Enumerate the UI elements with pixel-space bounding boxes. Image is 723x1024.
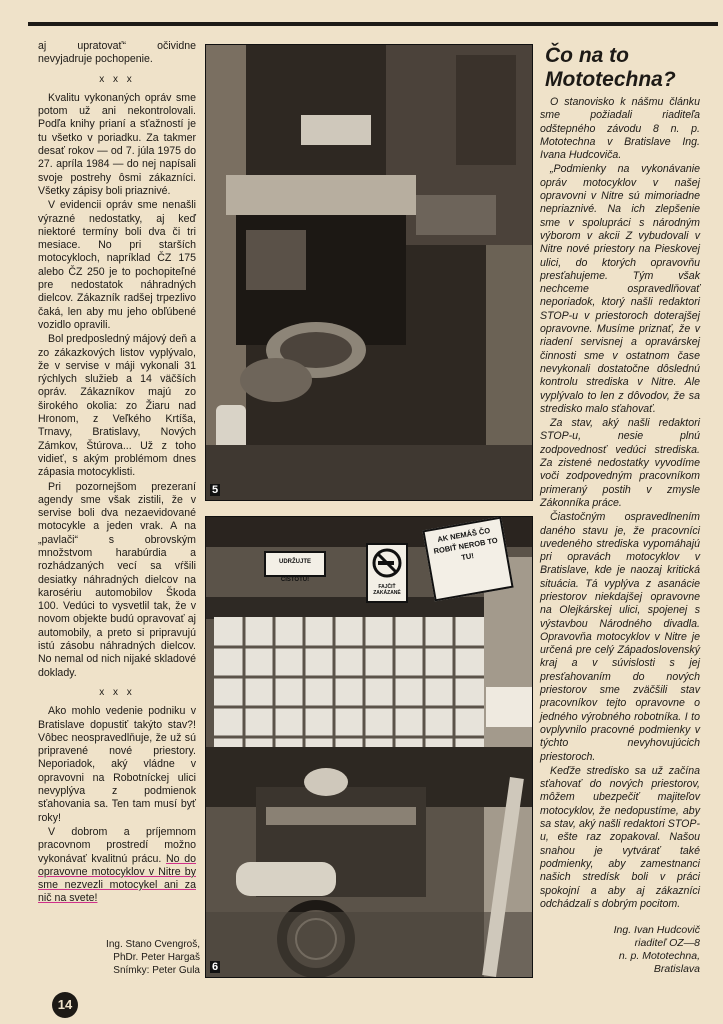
- article-credits: [96, 938, 200, 977]
- section-separator: x x x: [99, 73, 135, 85]
- sign-keep-clean: UDRŽUJTE ČISTOTU!: [264, 551, 326, 577]
- paragraph: O stanovisko k nášmu článku sme požiadali riaditeľa odštepného závodu 8 n. p. Mototechna v Bratislave Ing. Ivana Hudcoviča.: [540, 96, 700, 162]
- photo-workshop-clutter: [205, 44, 533, 501]
- paragraph: „Podmienky na vykonávanie opráv motocyklov v našej opravovni v Nitre sú mimoriadne nepriaznivé. Na ich zlepšenie sme v spolupráci s národným výborom v akcii Z vybudovali v Nitre nové priestory na Pieskovej ulici, do ktorých opravovňu presťahujeme. Tým však nechceme ospravedlňovať neporiadok, ktorý našli redaktori STOP-u v priestoroch doterajšej opravovne. Musíme priznať, že v riadení servisnej a opravárskej činnosti sme v ostatnom čase nevykonali dostatočne dôslednú kontrolu strediska v Nitre. Ale vyplývalo to len z dôvodov, že sa stredisko malo sťahovať.: [540, 163, 700, 415]
- paragraph: V evidencii opráv sme nenašli výrazné nedostatky, aj keď niektoré termíny boli dva či tri mesiace. No pri starších motocykloch, napríklad ČZ 175 alebo ČZ 250 je to pochopiteľné pre nedostatok náhradných dielcov. Zákazník radšej trpezlivo čaká, len aby mu jeho obľúbené vozidlo opravili.: [38, 199, 196, 331]
- no-smoking-label: FAJČIŤ ZAKÁZANÉ: [373, 584, 401, 596]
- photo-credit: Snímky: Peter Gula: [113, 965, 200, 976]
- paragraph: Pri pozornejšom prezeraní agendy sme však zistili, že v servise boli dva nezaevidované motocykle a jeden vrak. A na „pavlači“ s obrovským množstvom harabúrdia a rozhádzaných vecí sa vŕšili desiatky náhradných dielcov na karosériu automobilov Škoda 100. Vedúci to vysvetlil tak, že v novom objekte budú opravovať aj automobily, a preto si pripravujú istú zásobu náhradných dielcov. No nemal od nich nijaké skladové doklady.: [38, 480, 196, 679]
- sign-robot-warning: AK NEMÁŠ ČO ROBIŤ NEROB TO TU!: [422, 517, 513, 602]
- paragraph: aj upratovať“ očividne nevyjadruje pochopenie.: [38, 40, 196, 66]
- paragraph: Čiastočným ospravedlnením daného stavu je, že pracovníci uvedeného strediska vypomáhajú pri opravách motocyklov v Bratislave, kde je naozaj kritická situácia. Tá vyplýva z asanácie priestorov niekdajšej opravovne na Olejkárskej ulici, spojenej s výstavbou Národného divadla. Opravovňa motocyklov v Nitre je určená pre celý Západoslovenský kraj a v súvislosti s jej presťahovaním do nových priestorov sme zväčšili stav pracovníkov tejto opravovne o jedného výrobného robotníka. I to ovplyvnilo pracovné podmienky v týchto nevyhovujúcich priestoroch.: [540, 511, 700, 763]
- signature-block: [568, 924, 700, 976]
- sidebar-column: [540, 96, 700, 912]
- paragraph: Keďže stredisko sa už začína sťahovať do nových priestorov, môžem ubezpečiť majiteľov motocyklov, že nedopustíme, aby sa stav, aký našli redaktori STOP-u, ešte raz zopakoval. Našou snahou je vytvárať také podmienky, aby zamestnanci našich stredísk boli v práci spokojní a aby aj zákazníci odchádzali s dobrým pocitom.: [540, 764, 700, 910]
- paragraph: Ako mohlo vedenie podniku v Bratislave dopustiť takýto stav?! Vôbec neospravedlňuje, že už sú pripravené nové priestory. Neporiadok, aký vládne v opravovni na Robotníckej ulici nevyplýva z podmienok sťahovania sa. Ten tam musí byť roky!: [38, 705, 196, 824]
- paragraph: Za stav, aký našli redaktori STOP-u, nesie plnú zodpovednosť vedúci strediska. Za zistené nedostatky vyvodíme voči zodpovedným pracovníkom primeraný postih v zmysle Zákonníka práce.: [540, 417, 700, 509]
- author-credit: Ing. Stano Cvengroš,: [106, 939, 200, 950]
- underlined-text: No do opravovne motocyklov v Nitre by sme nezvezli motocykel ani za nič na svete!: [38, 852, 196, 905]
- section-separator: x x x: [99, 686, 135, 698]
- paragraph: Kvalitu vykonaných opráv sme potom už ani nekontrolovali. Podľa knihy prianí a sťažností je tu všetko v poriadku. Za takmer desať rokov — od 7. júla 1975 do 27. apríla 1984 — do nej napísali svoje postrehy ôsmi zákazníci. Všetky zápisy boli priaznivé.: [38, 91, 196, 197]
- page-number: 14: [52, 992, 78, 1018]
- signature-line: riaditeľ OZ—8: [634, 937, 700, 949]
- paragraph: [38, 826, 196, 906]
- sidebar-title: Čo na to Mototechna?: [545, 44, 676, 91]
- sign-no-smoking: [366, 543, 408, 603]
- signature-line: Ing. Ivan Hudcovič: [613, 924, 700, 936]
- photo-number: 5: [212, 484, 219, 496]
- paragraph: Bol predposledný májový deň a zo zákazkových listov vyplývalo, že v servise v máji vykonali 31 rýchlych služieb a 14 väčších opráv. Zákazníkov majú zo širokého okolia: zo Žiaru nad Hronom, z Veľkého Krtíša, Trnavy, Bratislavy, Nových Zámkov, Štúrova... Už z toho vidieť, s akým problémom dnes zápasia motocyklisti.: [38, 333, 196, 479]
- photo-workshop-clutter-image: [206, 45, 532, 500]
- photo-workshop-window: [205, 516, 533, 978]
- author-credit: PhDr. Peter Hargaš: [113, 952, 200, 963]
- paragraph-text: V dobrom a príjemnom pracovnom prostredí možno vykonávať kvalitnú prácu.: [38, 825, 196, 865]
- photo-number: 6: [212, 961, 219, 973]
- signature-line: Bratislava: [653, 963, 700, 975]
- article-left-column: [38, 40, 196, 907]
- no-smoking-icon: [368, 545, 406, 581]
- top-rule: [28, 22, 718, 26]
- signature-line: n. p. Mototechna,: [618, 950, 700, 962]
